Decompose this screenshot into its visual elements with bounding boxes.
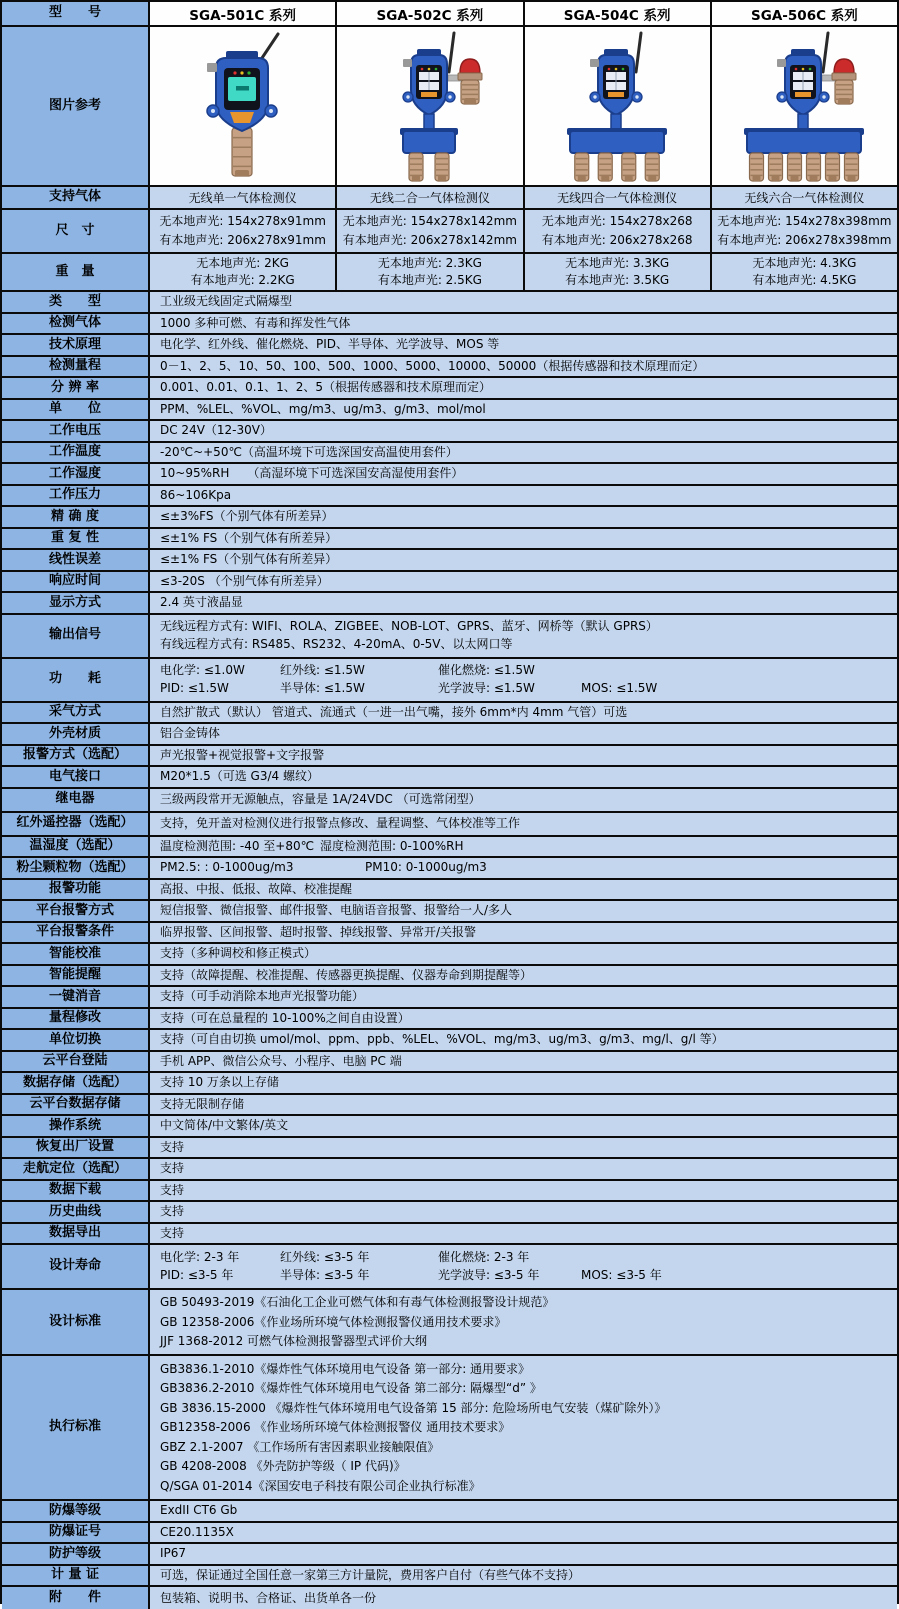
row-label: 报警功能	[2, 880, 150, 900]
spec-value	[150, 378, 897, 398]
spec-row-18	[2, 572, 897, 594]
spec-value	[150, 593, 897, 613]
row-label: 线性误差	[2, 550, 150, 570]
spec-row-36	[2, 1009, 897, 1031]
row-label: 检测气体	[2, 314, 150, 334]
value-segment: 电化学: ≤1.0W	[160, 662, 245, 677]
value-line: GB 3836.15-2000 《爆炸性气体环境用电气设备第 15 部分: 危险场所电气安装（煤矿除外）》	[160, 1400, 667, 1415]
row-label: 报警方式（选配）	[2, 746, 150, 766]
value-line: 无本地声光: 154x278x268	[541, 214, 693, 229]
row-label: 防爆证号	[2, 1523, 150, 1543]
row-label: 功 耗	[2, 659, 150, 701]
spec-value	[150, 858, 897, 878]
spec-value	[150, 659, 897, 701]
row-label: 支持气体	[2, 187, 150, 208]
row-label: 一键消音	[2, 987, 150, 1007]
value-line: 无本地声光: 3.3KG	[565, 256, 670, 271]
spec-value	[150, 703, 897, 723]
spec-value	[150, 443, 897, 463]
value-line: 有本地声光: 2.2KG	[190, 272, 295, 287]
row-label: 技术原理	[2, 335, 150, 355]
spec-row-23	[2, 724, 897, 746]
spec-value	[150, 987, 897, 1007]
value-line: 有本地声光: 4.5KG	[752, 272, 857, 287]
value-line: 支持 10 万条以上存储	[160, 1075, 279, 1090]
spec-value	[150, 767, 897, 787]
spec-row-37	[2, 1030, 897, 1052]
value-line: 无线远程方式有: WIFI、ROLA、ZIGBEE、NOB-LOT、GPRS、蓝牙、网桥等（默认 GPRS）	[160, 618, 658, 633]
value-line: 0－1、2、5、10、50、100、500、1000、5000、10000、50000（根据传感器和技术原理而定）	[160, 358, 705, 373]
value-line: 1000 多种可燃、有毒和挥发性气体	[160, 315, 351, 330]
value-line: 中文简体/中文繁体/英文	[160, 1118, 289, 1133]
value-line: 有本地声光: 3.5KG	[565, 272, 670, 287]
value-line	[160, 1268, 889, 1283]
row-label: 平台报警方式	[2, 901, 150, 921]
spec-value	[150, 572, 897, 592]
spec-value	[150, 1544, 897, 1564]
spec-value	[150, 550, 897, 570]
model-name: SGA-506C 系列	[712, 2, 897, 25]
value-line: 支持，免开盖对检测仪进行报警点修改、量程调整、气体校准等工作	[160, 816, 521, 830]
spec-row-34	[2, 966, 897, 988]
spec-value	[150, 1290, 897, 1354]
row-label: 云平台数据存储	[2, 1095, 150, 1115]
value-line: 有本地声光: 206x278x268	[541, 232, 693, 247]
spec-row-39	[2, 1073, 897, 1095]
value-line	[160, 1250, 889, 1265]
spec-row-12	[2, 443, 897, 465]
value-line: 无本地声光: 4.3KG	[752, 256, 857, 271]
column-value: 无线四合一气体检测仪	[525, 187, 712, 208]
spec-row-16	[2, 529, 897, 551]
spec-row-53	[2, 1566, 897, 1588]
spec-value	[150, 1181, 897, 1201]
value-line: ≤±1% FS（个别气体有所差异）	[160, 552, 338, 567]
value-line: PPM、%LEL、%VOL、mg/m3、ug/m3、g/m3、mol/mol	[160, 401, 486, 416]
spec-value	[150, 529, 897, 549]
row-label: 附 件	[2, 1587, 150, 1609]
value-line: 手机 APP、微信公众号、小程序、电脑 PC 端	[160, 1053, 402, 1068]
value-segment: 光学波导: ≤1.5W	[438, 681, 535, 696]
row-label: 输出信号	[2, 615, 150, 657]
spec-row-22	[2, 703, 897, 725]
spec-row-49	[2, 1356, 897, 1501]
value-line: 三级两段常开无源触点，容量是 1A/24VDC （可选常闭型）	[160, 792, 481, 806]
spec-row-38	[2, 1052, 897, 1074]
spec-value	[150, 464, 897, 484]
spec-value	[150, 837, 897, 857]
value-line: GBZ 2.1-2007 《工作场所有害因素职业接触限值》	[160, 1439, 440, 1454]
spec-row-44	[2, 1181, 897, 1203]
spec-value	[150, 1009, 897, 1029]
row-label: 型 号	[2, 2, 150, 25]
spec-row-30	[2, 880, 897, 902]
value-segment: 电化学: 2-3 年	[160, 1249, 240, 1264]
spec-value	[150, 746, 897, 766]
spec-value	[150, 1202, 897, 1222]
value-line: DC 24V（12-30V）	[160, 423, 272, 438]
spec-row-41	[2, 1116, 897, 1138]
spec-row-10	[2, 400, 897, 422]
spec-row-6	[2, 314, 897, 336]
spec-row-20	[2, 615, 897, 659]
column-value	[525, 254, 712, 290]
value-line: GB 4208-2008 《外壳防护等级（ IP 代码)》	[160, 1459, 406, 1473]
spec-row-14	[2, 486, 897, 508]
spec-value	[150, 1138, 897, 1158]
spec-value	[150, 486, 897, 506]
row-label: 工作湿度	[2, 464, 150, 484]
sga-501c-detector-image	[150, 27, 337, 185]
value-segment: 红外线: ≤1.5W	[280, 662, 365, 677]
spec-value	[150, 507, 897, 527]
model-name: SGA-502C 系列	[337, 2, 524, 25]
value-line: Q/SGA 01-2014《深国安电子科技有限公司企业执行标准》	[160, 1478, 481, 1493]
column-value	[150, 210, 337, 252]
spec-value	[150, 1356, 897, 1499]
spec-row-47	[2, 1245, 897, 1290]
model-name: SGA-504C 系列	[525, 2, 712, 25]
row-label: 响应时间	[2, 572, 150, 592]
model-header-row	[2, 2, 897, 27]
row-label: 恢复出厂设置	[2, 1138, 150, 1158]
spec-value	[150, 400, 897, 420]
spec-row-27	[2, 813, 897, 837]
row-label: 量程修改	[2, 1009, 150, 1029]
row-label: 数据下载	[2, 1181, 150, 1201]
row-label: 平台报警条件	[2, 923, 150, 943]
row-label: 电气接口	[2, 767, 150, 787]
row-label: 走航定位（选配）	[2, 1159, 150, 1179]
column-value	[150, 254, 337, 290]
value-line: 无本地声光: 154x278x398mm	[717, 214, 892, 229]
value-line: 支持（可手动消除本地声光报警功能）	[160, 989, 365, 1004]
row-label: 工作温度	[2, 443, 150, 463]
value-line: 无本地声光: 154x278x142mm	[342, 214, 517, 229]
column-value: 无线二合一气体检测仪	[337, 187, 524, 208]
value-segment: PID: ≤3-5 年	[160, 1268, 234, 1283]
value-line: 10~95%RH （高湿环境下可选深国安高湿使用套件）	[160, 466, 464, 481]
value-line: 支持	[160, 1139, 185, 1154]
spec-row-28	[2, 837, 897, 859]
value-segment: 催化燃烧: 2-3 年	[438, 1249, 530, 1264]
spec-row-9	[2, 378, 897, 400]
spec-row-43	[2, 1159, 897, 1181]
row-label: 尺 寸	[2, 210, 150, 252]
value-line: 支持（故障提醒、校准提醒、传感器更换提醒、仪器寿命到期提醒等）	[160, 967, 533, 982]
spec-value	[150, 1566, 897, 1586]
value-segment: 半导体: ≤3-5 年	[280, 1268, 370, 1283]
spec-value	[150, 292, 897, 312]
value-line: 无本地声光: 2KG	[196, 256, 289, 271]
value-line: GB 12358-2006《作业场所环境气体检测报警仪通用技术要求》	[160, 1314, 507, 1329]
value-line: 声光报警+视觉报警+文字报警	[160, 747, 325, 762]
column-value: 无线单一气体检测仪	[150, 187, 337, 208]
row-label: 类 型	[2, 292, 150, 312]
row-label: 分 辨 率	[2, 378, 150, 398]
value-line: 铝合金铸体	[160, 726, 221, 741]
spec-value	[150, 335, 897, 355]
spec-value	[150, 813, 897, 835]
value-line: 0.001、0.01、0.1、1、2、5（根据传感器和技术原理而定）	[160, 380, 492, 395]
spec-value	[150, 1245, 897, 1288]
spec-value	[150, 1224, 897, 1244]
spec-value	[150, 789, 897, 811]
column-value: 无线六合一气体检测仪	[712, 187, 897, 208]
spec-row-31	[2, 901, 897, 923]
value-line: ExdII CT6 Gb	[160, 1503, 238, 1518]
spec-row-40	[2, 1095, 897, 1117]
spec-value	[150, 1052, 897, 1072]
row-label: 数据导出	[2, 1224, 150, 1244]
row-label: 智能提醒	[2, 966, 150, 986]
sga-502c-detector-image	[337, 27, 524, 185]
value-line: 高报、中报、低报、故障、校准提醒	[160, 881, 353, 896]
value-line: IP67	[160, 1546, 187, 1561]
value-line: 支持	[160, 1204, 185, 1219]
spec-value	[150, 357, 897, 377]
value-line: JJF 1368-2012 可燃气体检测报警器型式评价大纲	[160, 1333, 428, 1348]
spec-row-7	[2, 335, 897, 357]
value-segment: 红外线: ≤3-5 年	[280, 1249, 370, 1264]
value-line: 短信报警、微信报警、邮件报警、电脑语音报警、报警给一人/多人	[160, 903, 513, 918]
spec-row-11	[2, 421, 897, 443]
model-name: SGA-501C 系列	[150, 2, 337, 25]
spec-value	[150, 1501, 897, 1521]
value-segment: 催化燃烧: ≤1.5W	[438, 662, 535, 677]
row-label: 重 复 性	[2, 529, 150, 549]
row-label: 粉尘颗粒物（选配）	[2, 858, 150, 878]
row-label: 继电器	[2, 789, 150, 811]
spec-value	[150, 1159, 897, 1179]
sga-506c-detector-image	[712, 27, 897, 185]
value-line: -20℃~+50℃（高温环境下可选深国安高温使用套件）	[160, 444, 458, 459]
spec-value	[150, 1073, 897, 1093]
column-value	[337, 254, 524, 290]
spec-value	[150, 314, 897, 334]
spec-value	[150, 421, 897, 441]
row-label: 设计寿命	[2, 1245, 150, 1288]
spec-row-24	[2, 746, 897, 768]
value-segment: PID: ≤1.5W	[160, 681, 229, 696]
value-segment: PM2.5: : 0-1000ug/m3	[160, 860, 294, 875]
value-line: 86~106Kpa	[160, 487, 232, 502]
row-label: 单 位	[2, 400, 150, 420]
spec-value	[150, 944, 897, 964]
row-label: 温湿度（选配）	[2, 837, 150, 857]
value-line: ≤±3%FS（个别气体有所差异）	[160, 509, 334, 524]
row-label: 执行标准	[2, 1356, 150, 1499]
column-value	[712, 254, 897, 290]
row-label: 红外遥控器（选配）	[2, 813, 150, 835]
row-label: 计 量 证	[2, 1566, 150, 1586]
spec-row-21	[2, 659, 897, 703]
value-line: GB3836.2-2010《爆炸性气体环境用电气设备 第二部分: 隔爆型“d” 》	[160, 1381, 542, 1395]
spec-value	[150, 1095, 897, 1115]
value-segment: PM10: 0-1000ug/m3	[365, 860, 487, 875]
row-label: 防爆等级	[2, 1501, 150, 1521]
spec-value	[150, 1587, 897, 1609]
value-line: ≤±1% FS（个别气体有所差异）	[160, 530, 338, 545]
spec-row-51	[2, 1523, 897, 1545]
value-segment: 半导体: ≤1.5W	[280, 681, 365, 696]
spec-row-8	[2, 357, 897, 379]
row-label: 工作电压	[2, 421, 150, 441]
value-line: 有本地声光: 2.5KG	[377, 272, 482, 287]
product-image-row	[2, 27, 897, 187]
spec-value	[150, 880, 897, 900]
value-line: GB3836.1-2010《爆炸性气体环境用电气设备 第一部分: 通用要求》	[160, 1361, 531, 1376]
value-line: ≤3-20S （个别气体有所差异）	[160, 573, 329, 588]
row-label: 云平台登陆	[2, 1052, 150, 1072]
value-segment: MOS: ≤3-5 年	[581, 1268, 662, 1283]
spec-row-26	[2, 789, 897, 813]
value-line: 支持无限制存储	[160, 1096, 245, 1111]
value-line: 电化学、红外线、催化燃烧、PID、半导体、光学波导、MOS 等	[160, 337, 500, 352]
row-label: 智能校准	[2, 944, 150, 964]
row-label: 外壳材质	[2, 724, 150, 744]
value-segment: 光学波导: ≤3-5 年	[438, 1268, 540, 1283]
row-label: 防护等级	[2, 1544, 150, 1564]
spec-row-50	[2, 1501, 897, 1523]
column-value	[712, 210, 897, 252]
value-line	[160, 663, 889, 678]
value-line: 2.4 英寸液晶显	[160, 595, 243, 610]
spec-row-46	[2, 1224, 897, 1246]
spec-value	[150, 724, 897, 744]
spec-row-33	[2, 944, 897, 966]
value-line	[160, 681, 889, 696]
value-line: 支持（可在总量程的 10-100%之间自由设置）	[160, 1010, 410, 1025]
value-line: CE20.1135X	[160, 1524, 234, 1539]
value-line: 临界报警、区间报警、超时报警、掉线报警、异常开/关报警	[160, 924, 477, 939]
value-line: 包装箱、说明书、合格证、出货单各一份	[160, 1590, 377, 1605]
value-line: 有本地声光: 206x278x398mm	[717, 232, 892, 247]
spec-value	[150, 966, 897, 986]
value-line: 支持（可自由切换 umol/mol、ppm、ppb、%LEL、%VOL、mg/m3、ug/m3、g/m3、mg/l、g/l 等）	[160, 1032, 724, 1047]
spec-row-17	[2, 550, 897, 572]
row-label: 重 量	[2, 254, 150, 290]
value-segment: 温度检测范围: -40 至+80℃	[160, 838, 315, 853]
spec-row-48	[2, 1290, 897, 1356]
value-segment: 湿度检测范围: 0-100%RH	[320, 838, 464, 853]
value-line: 有本地声光: 206x278x91mm	[159, 232, 326, 247]
spec-value	[150, 1030, 897, 1050]
spec-row-42	[2, 1138, 897, 1160]
value-line	[160, 860, 889, 875]
supported-gas-row	[2, 187, 897, 210]
value-line: 无本地声光: 2.3KG	[377, 256, 482, 271]
spec-row-13	[2, 464, 897, 486]
value-line: 支持（多种调校和修正模式）	[160, 946, 317, 961]
sga-504c-detector-image	[525, 27, 712, 185]
spec-row-29	[2, 858, 897, 880]
row-label: 精 确 度	[2, 507, 150, 527]
value-segment: MOS: ≤1.5W	[581, 681, 658, 696]
spec-row-19	[2, 593, 897, 615]
spec-row-32	[2, 923, 897, 945]
value-line: 支持	[160, 1161, 185, 1176]
column-value	[525, 210, 712, 252]
row-label: 设计标准	[2, 1290, 150, 1354]
spec-value	[150, 615, 897, 657]
row-label: 单位切换	[2, 1030, 150, 1050]
row-label: 图片参考	[2, 27, 150, 185]
value-line	[160, 839, 889, 854]
row-label: 显示方式	[2, 593, 150, 613]
dimension-row	[2, 210, 897, 254]
value-line: 无本地声光: 154x278x91mm	[159, 214, 326, 229]
spec-value	[150, 901, 897, 921]
spec-row-25	[2, 767, 897, 789]
value-line: 有本地声光: 206x278x142mm	[342, 232, 517, 247]
value-line: GB 50493-2019《石油化工企业可燃气体和有毒气体检测报警设计规范》	[160, 1295, 555, 1310]
row-label: 历史曲线	[2, 1202, 150, 1222]
value-line: 支持	[160, 1225, 185, 1240]
spec-value	[150, 923, 897, 943]
value-line: M20*1.5（可选 G3/4 螺纹）	[160, 769, 319, 784]
column-value	[337, 210, 524, 252]
spec-row-52	[2, 1544, 897, 1566]
spec-value	[150, 1523, 897, 1543]
row-label: 数据存储（选配）	[2, 1073, 150, 1093]
value-line: 自然扩散式（默认） 管道式、流通式（一进一出气嘴，接外 6mm*内 4mm 气管）可选	[160, 704, 628, 719]
weight-row	[2, 254, 897, 292]
value-line: 可选，保证通过全国任意一家第三方计量院，费用客户自付（有些气体不支持）	[160, 1567, 581, 1582]
value-line: 支持	[160, 1182, 185, 1197]
spec-row-5	[2, 292, 897, 314]
spec-value	[150, 1116, 897, 1136]
spec-row-15	[2, 507, 897, 529]
value-line: 工业级无线固定式隔爆型	[160, 294, 293, 309]
value-line: 有线远程方式有: RS485、RS232、4-20mA、0-5V、以太网口等	[160, 637, 513, 652]
row-label: 采气方式	[2, 703, 150, 723]
row-label: 检测量程	[2, 357, 150, 377]
row-label: 工作压力	[2, 486, 150, 506]
spec-row-45	[2, 1202, 897, 1224]
spec-row-54	[2, 1587, 897, 1609]
value-line: GB12358-2006 《作业场所环境气体检测报警仪 通用技术要求》	[160, 1420, 511, 1434]
row-label: 操作系统	[2, 1116, 150, 1136]
spec-row-35	[2, 987, 897, 1009]
